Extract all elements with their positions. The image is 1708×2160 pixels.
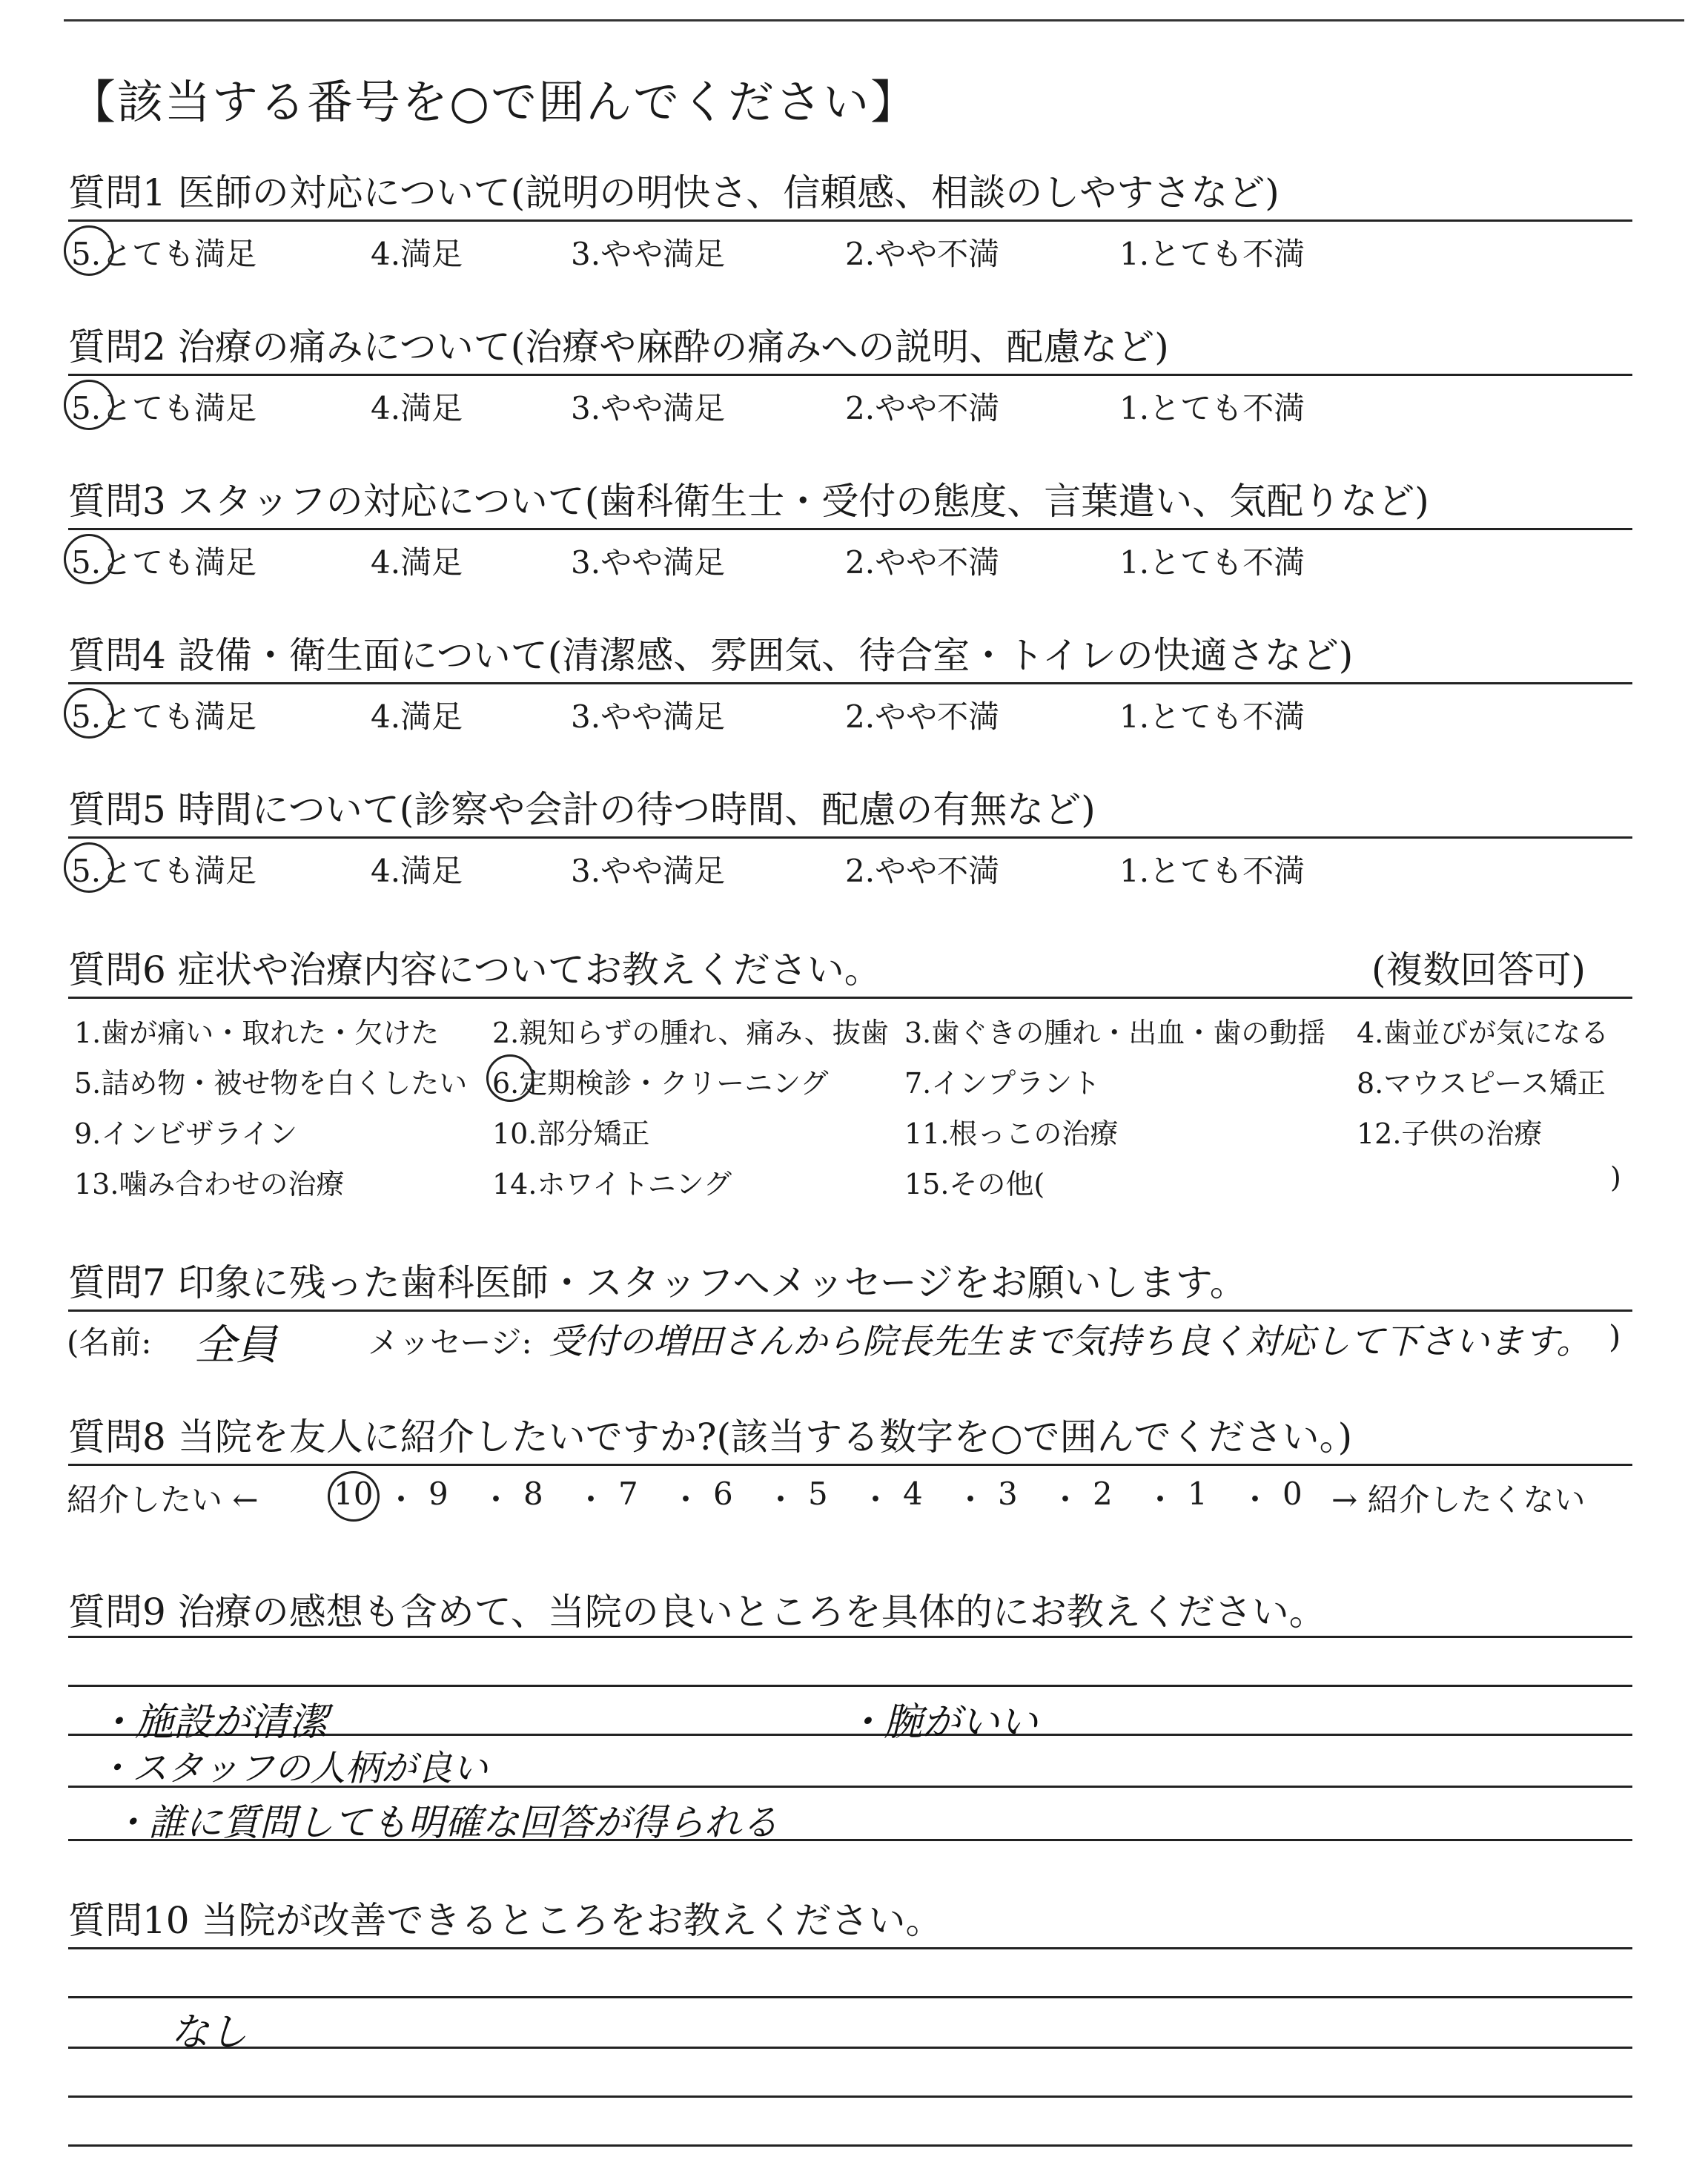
q6-rule: [68, 997, 1632, 999]
q1-rule: [68, 219, 1632, 222]
q5-option-3[interactable]: 3.やや満足: [571, 853, 726, 889]
q5-option-2[interactable]: 2.やや不満: [845, 853, 1000, 889]
q6-option-15[interactable]: 15.その他(: [904, 1168, 1045, 1200]
q6-option-14[interactable]: 14.ホワイトニング: [492, 1168, 732, 1200]
q1-title: 質問1 医師の対応について(説明の明快さ、信頼感、相談のしやすさなど): [68, 171, 1280, 214]
q3-option-1[interactable]: 1.とても不満: [1119, 544, 1305, 581]
q2-option-3[interactable]: 3.やや満足: [571, 390, 726, 426]
q7-title: 質問7 印象に残った歯科医師・スタッフへメッセージをお願いします。: [68, 1261, 1247, 1304]
q7-rule: [68, 1309, 1632, 1312]
q5-option-4[interactable]: 4.満足: [371, 853, 463, 889]
q3-option-4[interactable]: 4.満足: [371, 544, 463, 581]
q1-option-5[interactable]: 5.とても満足: [71, 236, 257, 272]
q4-option-3[interactable]: 3.やや満足: [571, 698, 726, 735]
q3-selection-circle: [64, 534, 114, 584]
q6-option-6[interactable]: 6.定期検診・クリーニング: [492, 1067, 829, 1100]
q4-rule: [68, 682, 1632, 684]
q6-option-1[interactable]: 1.歯が痛い・取れた・欠けた: [74, 1017, 440, 1049]
q8-scale-9[interactable]: 9: [428, 1476, 448, 1512]
q10-line-3: [68, 2047, 1632, 2049]
q3-rule: [68, 528, 1632, 530]
q2-selection-circle: [64, 380, 114, 430]
q8-scale-separator: ・: [480, 1482, 512, 1518]
q9-answer-1[interactable]: ・施設が清潔: [96, 1700, 328, 1745]
q6-option-9[interactable]: 9.インビザライン: [74, 1117, 298, 1150]
q3-option-2[interactable]: 2.やや不満: [845, 544, 1000, 581]
top-border: [64, 19, 1684, 22]
q5-option-1[interactable]: 1.とても不満: [1119, 853, 1305, 889]
q1-option-3[interactable]: 3.やや満足: [571, 236, 726, 272]
q8-scale-7[interactable]: 7: [618, 1476, 638, 1512]
q8-right-label: → 紹介したくない: [1331, 1482, 1586, 1518]
q6-option-11[interactable]: 11.根っこの治療: [904, 1117, 1119, 1150]
q10-answer[interactable]: なし: [171, 2010, 248, 2055]
q6-selection-circle: [486, 1054, 534, 1102]
q3-option-3[interactable]: 3.やや満足: [571, 544, 726, 581]
q10-line-4: [68, 2095, 1632, 2098]
q2-option-2[interactable]: 2.やや不満: [845, 390, 1000, 426]
q8-scale-1[interactable]: 1: [1188, 1476, 1208, 1512]
q10-line-2: [68, 1996, 1632, 1998]
page-heading: 【該当する番号を○で囲んでください】: [70, 75, 918, 129]
q3-option-5[interactable]: 5.とても満足: [71, 544, 257, 581]
q9-answer-3[interactable]: ・スタッフの人柄が良い: [96, 1748, 489, 1789]
q7-name-label: (名前:: [67, 1324, 152, 1361]
q6-other-close: ): [1610, 1161, 1621, 1194]
q8-rule: [68, 1464, 1632, 1466]
q2-rule: [68, 374, 1632, 376]
q8-scale-8[interactable]: 8: [523, 1476, 543, 1512]
q2-option-1[interactable]: 1.とても不満: [1119, 390, 1305, 426]
q8-scale-separator: ・: [575, 1482, 607, 1518]
q8-left-label: 紹介したい ←: [67, 1482, 259, 1518]
q1-selection-circle: [64, 225, 114, 276]
q6-option-3[interactable]: 3.歯ぐきの腫れ・出血・歯の動揺: [904, 1017, 1326, 1049]
q8-scale-separator: ・: [860, 1482, 892, 1518]
q8-scale-10[interactable]: 10: [334, 1476, 374, 1512]
q10-line-5: [68, 2144, 1632, 2147]
q8-scale-separator: ・: [1145, 1482, 1176, 1518]
q7-message-value[interactable]: 受付の増田さんから院長先生まで気持ち良く対応して下さいます。: [549, 1321, 1592, 1362]
q3-title: 質問3 スタッフの対応について(歯科衛生士・受付の態度、言葉遣い、気配りなど): [68, 480, 1429, 523]
q4-option-1[interactable]: 1.とても不満: [1119, 698, 1305, 735]
q9-title: 質問9 治療の感想も含めて、当院の良いところを具体的にお教えください。: [68, 1591, 1326, 1634]
q8-scale-separator: ・: [955, 1482, 987, 1518]
q10-line-1: [68, 1947, 1632, 1949]
q1-option-1[interactable]: 1.とても不満: [1119, 236, 1305, 272]
q6-option-10[interactable]: 10.部分矯正: [492, 1117, 650, 1150]
q4-selection-circle: [64, 688, 114, 739]
q6-option-12[interactable]: 12.子供の治療: [1357, 1117, 1543, 1150]
q8-scale-4[interactable]: 4: [903, 1476, 923, 1512]
q4-title: 質問4 設備・衛生面について(清潔感、雰囲気、待合室・トイレの快適さなど): [68, 634, 1354, 677]
q2-title: 質問2 治療の痛みについて(治療や麻酔の痛みへの説明、配慮など): [68, 326, 1169, 369]
q8-scale-separator: ・: [765, 1482, 797, 1518]
q5-rule: [68, 836, 1632, 839]
q8-scale-3[interactable]: 3: [998, 1476, 1018, 1512]
q8-scale-6[interactable]: 6: [713, 1476, 733, 1512]
q2-option-5[interactable]: 5.とても満足: [71, 390, 257, 426]
q4-option-5[interactable]: 5.とても満足: [71, 698, 257, 735]
q8-scale-0[interactable]: 0: [1282, 1476, 1302, 1512]
q2-option-4[interactable]: 4.満足: [371, 390, 463, 426]
q8-scale-separator: ・: [385, 1482, 417, 1518]
q7-message-label: メッセージ:: [368, 1324, 532, 1361]
q5-selection-circle: [64, 842, 114, 893]
q5-title: 質問5 時間について(診察や会計の待つ時間、配慮の有無など): [68, 788, 1096, 831]
q6-title: 質問6 症状や治療内容についてお教えください。: [68, 948, 881, 991]
q9-answer-2[interactable]: ・腕がいい: [845, 1700, 1039, 1745]
q8-scale-5[interactable]: 5: [808, 1476, 828, 1512]
q5-option-5[interactable]: 5.とても満足: [71, 853, 257, 889]
q10-title: 質問10 当院が改善できるところをお教えください。: [68, 1899, 943, 1942]
q8-scale-2[interactable]: 2: [1093, 1476, 1113, 1512]
q6-option-7[interactable]: 7.インプラント: [904, 1067, 1101, 1100]
q9-answer-4[interactable]: ・誰に質問しても明確な回答が得られる: [111, 1801, 778, 1844]
q8-title: 質問8 当院を友人に紹介したいですか?(該当する数字を○で囲んでください。): [68, 1416, 1353, 1459]
q4-option-4[interactable]: 4.満足: [371, 698, 463, 735]
q4-option-2[interactable]: 2.やや不満: [845, 698, 1000, 735]
q8-scale-separator: ・: [1050, 1482, 1082, 1518]
q1-option-2[interactable]: 2.やや不満: [845, 236, 1000, 272]
q8-scale-separator: ・: [670, 1482, 702, 1518]
q6-option-2[interactable]: 2.親知らずの腫れ、痛み、抜歯: [492, 1017, 889, 1049]
q9-line-2: [68, 1685, 1632, 1687]
q7-name-value[interactable]: 全員: [194, 1321, 277, 1370]
q7-close-paren: ): [1609, 1318, 1621, 1355]
q1-option-4[interactable]: 4.満足: [371, 236, 463, 272]
q6-option-8[interactable]: 8.マウスピース矯正: [1357, 1067, 1606, 1100]
q6-option-4[interactable]: 4.歯並びが気になる: [1357, 1017, 1609, 1049]
q6-option-13[interactable]: 13.噛み合わせの治療: [74, 1168, 345, 1200]
q8-scale-separator: ・: [1239, 1482, 1271, 1518]
q6-option-5[interactable]: 5.詰め物・被せ物を白くしたい: [74, 1067, 468, 1100]
q9-line-1: [68, 1636, 1632, 1638]
q6-note: (複数回答可): [1371, 948, 1586, 991]
q8-selection-circle: [328, 1471, 380, 1522]
